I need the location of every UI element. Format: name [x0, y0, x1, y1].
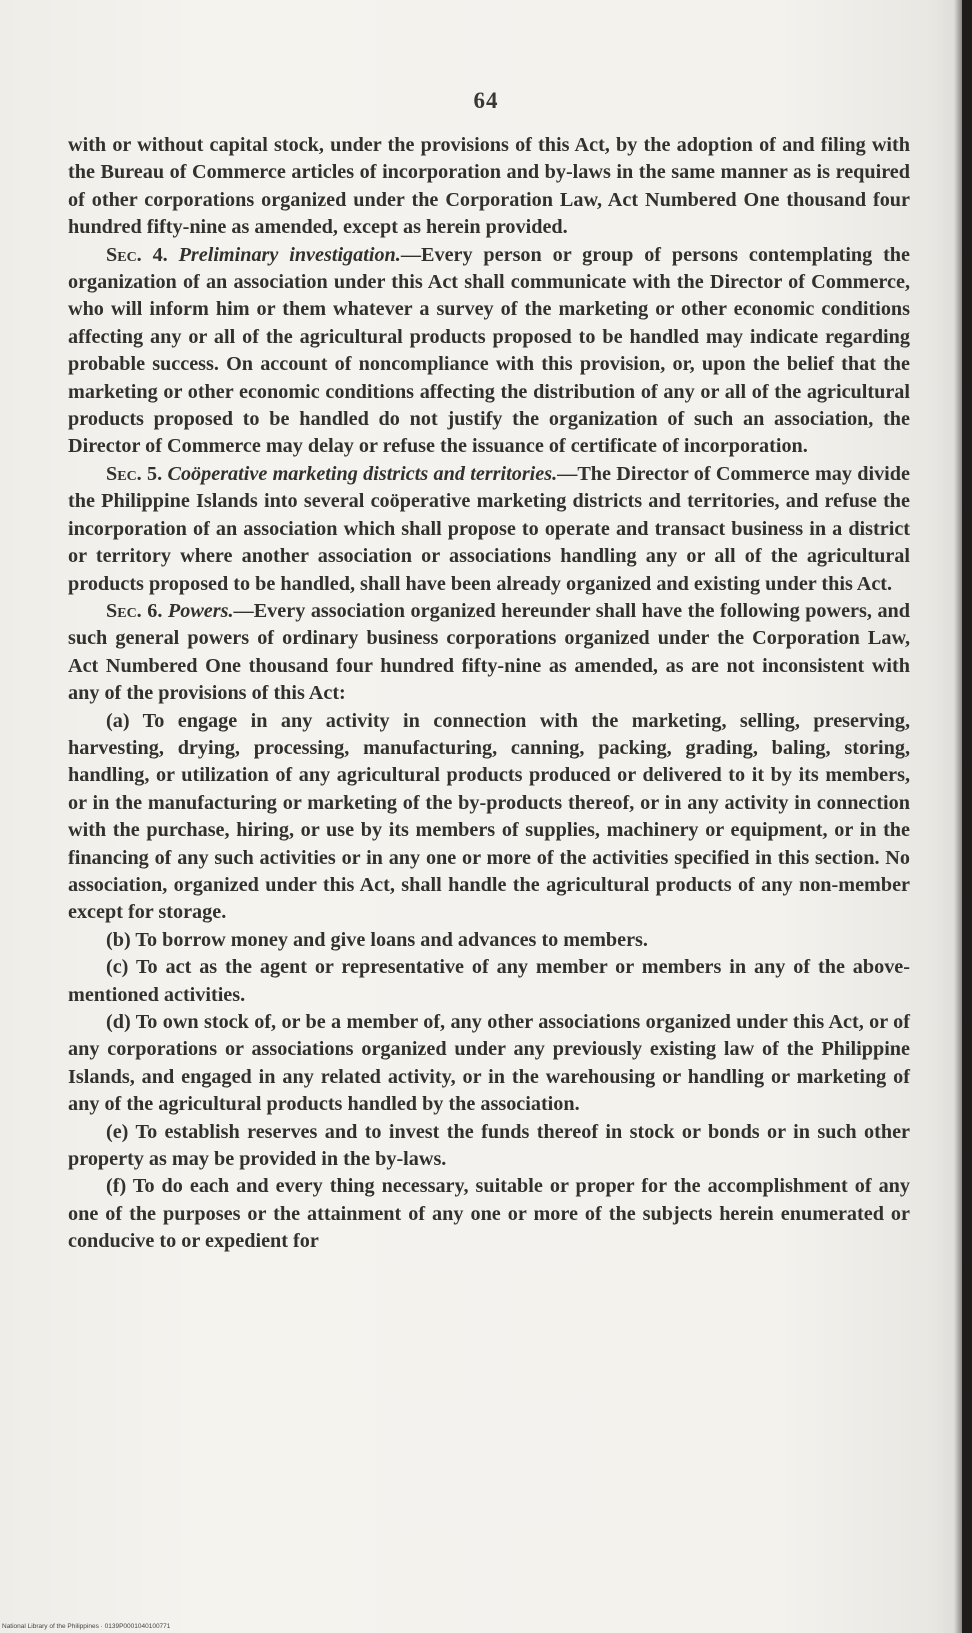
section-label: Sec. 5.	[106, 462, 163, 485]
clause-c	[68, 954, 910, 1009]
clause-label: (b)	[106, 928, 131, 951]
clause-text: To engage in any activity in connection with the marketing, selling, preserving, harvesting, drying, processing, manufacturing, canning, packing, grading, baling, storing, handling, or utilization of any agricultural products produced or delivered to it by its members, or in the manufacturing or marketing of the by-products thereof, or in any activity in connection with the purchase, hiring, or use by its members of supplies, machinery or equipment, or in the financing of any such activities or in any one or more of the activities specified in this section. No association, organized under this Act, shall handle the agricultural products of any non-member except for storage.	[68, 709, 911, 924]
document-body	[68, 132, 910, 1256]
section-text: —The Director of Commerce may divide the Philippine Islands into several coöperative marketing districts and territories, and refuse the incorporation of an association which shall propose to operate and transact business in a district or territory where another association or associations handling any or all of the agricultural products proposed to be handled, shall have been already organized and existing under this Act.	[68, 462, 910, 595]
section-label: Sec. 6.	[106, 599, 163, 622]
section-title: Preliminary investigation.	[178, 243, 401, 266]
clause-label: (e)	[106, 1120, 129, 1143]
section-text: —Every association organized hereunder shall have the following powers, and such general powers of ordinary business corporations organized under the Corporation Law, Act Numbered One thousand four hundred fifty-nine as amended, as are not inconsistent with any of the provisions of this Act:	[68, 599, 910, 705]
section-title: Powers.	[167, 599, 234, 622]
section-label: Sec. 4.	[106, 243, 168, 266]
section-6	[68, 598, 910, 708]
section-text: —Every person or group of persons contemplating the organization of an association under this Act shall communicate with the Director of Commerce, who will inform him or them whatever a survey of the marketing or other economic conditions affecting any or all of the agricultural products proposed to be handled may indicate regarding probable success. On account of noncompliance with this provision, or, upon the belief that the marketing or other economic conditions affecting the distribution of any or all of the agricultural products proposed to be handled do not justify the organization of such an association, the Director of Commerce may delay or refuse the issuance of certificate of incorporation.	[68, 243, 910, 458]
clause-d	[68, 1009, 910, 1119]
section-4	[68, 242, 910, 461]
section-5	[68, 461, 910, 598]
clause-e	[68, 1119, 910, 1174]
clause-label: (d)	[106, 1011, 131, 1033]
clause-text: To borrow money and give loans and advances to members.	[135, 928, 648, 951]
clause-b	[68, 927, 910, 954]
paragraph-text: with or without capital stock, under the provisions of this Act, by the adoption of and filing with the Bureau of Commerce articles of incorporation and by-laws in the same manner as is required of other corporations organized under the Corporation Law, Act Numbered One thousand four hundred fifty-nine as amended, except as herein provided.	[68, 134, 910, 239]
clause-f	[68, 1173, 910, 1255]
clause-a	[68, 708, 910, 927]
archive-footer: National Library of the Philippines · 0139P0001040100771	[2, 1623, 171, 1630]
clause-label: (a)	[106, 709, 130, 732]
clause-text: To own stock of, or be a member of, any other associations organized under this Act, or of any corporations or associations organized under any previously existing law of the Philippine Islands, and engaged in any related activity, or in the warehousing or handling or marketing of any of the agricultural products handled by the association.	[68, 1011, 910, 1116]
page-number: 64	[473, 88, 499, 113]
page-edge	[962, 0, 972, 1633]
clause-text: To do each and every thing necessary, suitable or proper for the accomplishment of any one of the purposes or the attainment of any one or more of the subjects herein enumerated or conducive to or expedient for	[68, 1175, 911, 1253]
clause-label: (c)	[106, 956, 129, 979]
clause-text: To act as the agent or representative of any member or members in any of the above-mentioned activities.	[68, 956, 910, 1006]
paragraph-continuation	[68, 132, 910, 242]
page-edge-shadow	[954, 0, 962, 1633]
clause-label: (f)	[106, 1175, 127, 1198]
section-title: Coöperative marketing districts and territories.	[167, 462, 558, 485]
clause-text: To establish reserves and to invest the funds thereof in stock or bonds or in such other property as may be provided in the by-laws.	[68, 1120, 911, 1171]
